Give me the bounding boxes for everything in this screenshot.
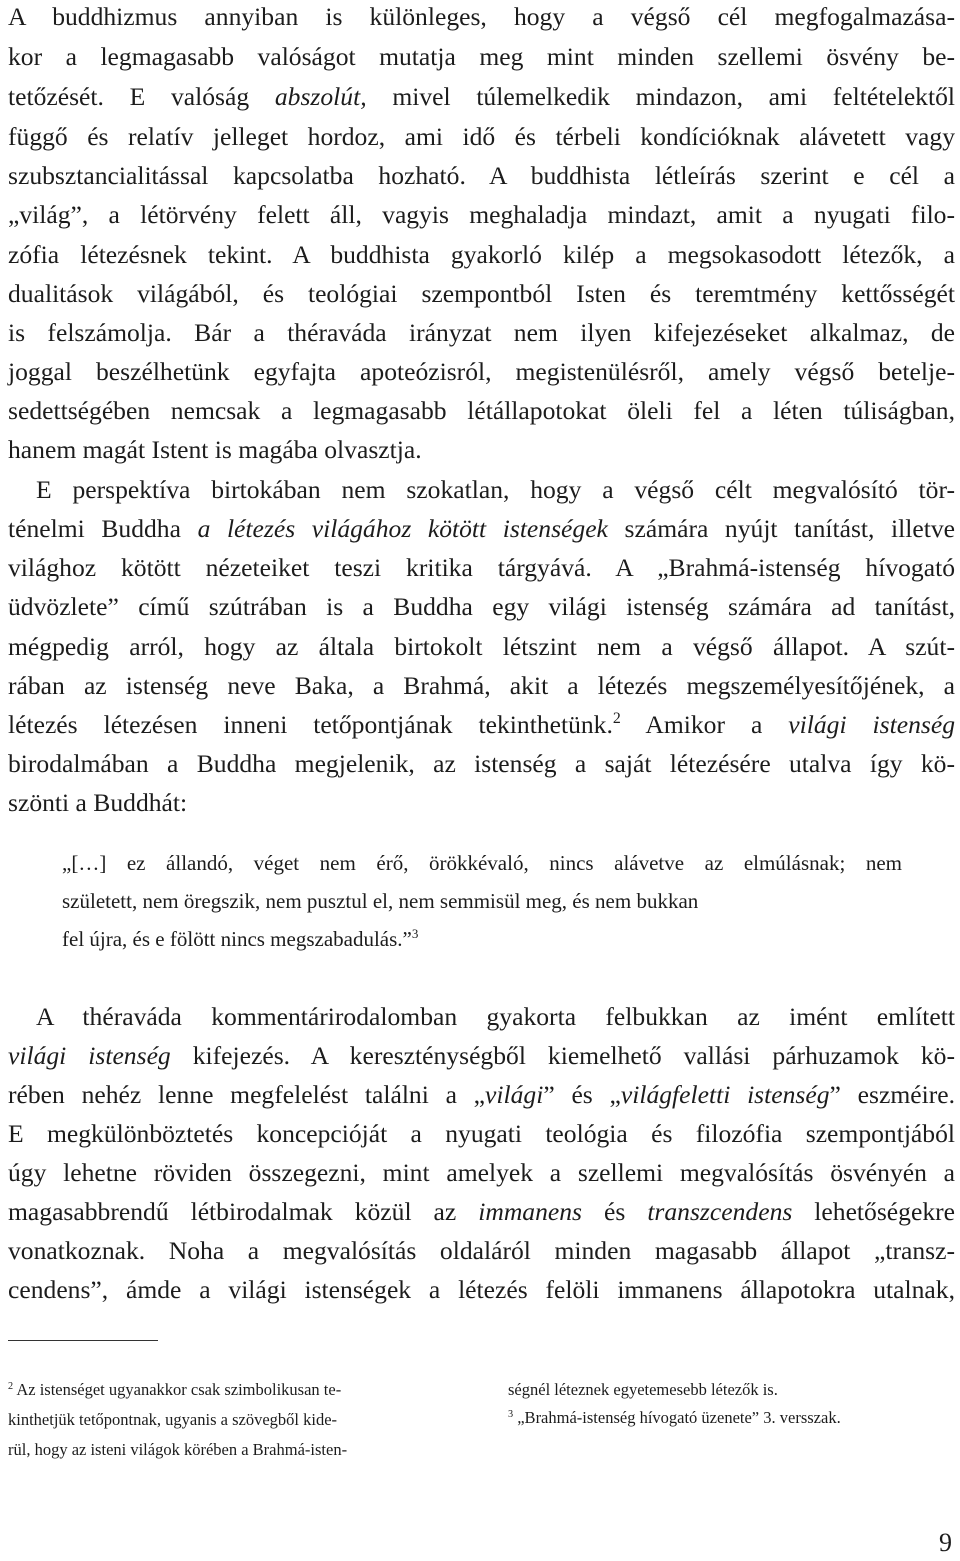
- text-run: fel újra, és e fölött nincs megszabadulás.”: [62, 927, 412, 951]
- body-line: [8, 1199, 955, 1225]
- text-run: Amikor a: [620, 710, 789, 739]
- footnote-text: „Brahmá-istenség hívogató üzenete” 3. versszak.: [513, 1408, 841, 1427]
- text-run: ” és „: [543, 1080, 621, 1109]
- body-line: [8, 516, 955, 542]
- text-run: mivel túlemelkedik mindazon, ami feltételektől: [366, 82, 955, 111]
- quote-line: [62, 925, 902, 951]
- body-line: [8, 712, 955, 738]
- quote-line: született, nem öregszik, nem pusztul el, nem semmisül meg, és nem bukkan: [62, 889, 699, 913]
- footnote-2-line: rül, hogy az isteni világok körében a Brahmá-isten-: [8, 1440, 348, 1459]
- footnote-3: [508, 1410, 841, 1427]
- body-line: úgy lehetne röviden összegezni, mint amelyek a szellemi megvalósítás ösvényén a: [8, 1158, 955, 1187]
- body-line: is felszámolja. Bár a théraváda irányzat nem ilyen kifejezéseket alkalmaz, de: [8, 318, 955, 347]
- footnote-marker: 2: [8, 1380, 14, 1392]
- text-run: és: [582, 1197, 648, 1226]
- emphasis-vilagfeletti-istenseg: világfeletti istenség: [620, 1080, 830, 1109]
- body-line: rában az istenség neve Baka, a Brahmá, akit a létezés megszemélyesítőjének, a: [8, 671, 955, 700]
- footnote-ref-2[interactable]: 2: [612, 710, 621, 728]
- body-line: [8, 84, 955, 110]
- emphasis-vilagi: világi: [485, 1080, 544, 1109]
- footnote-rule: [8, 1340, 158, 1341]
- emphasis-abszolut: abszolút,: [274, 82, 367, 111]
- emphasis-vilagi-istenseg: világi istenség: [8, 1041, 171, 1070]
- page-number: 9: [939, 1528, 952, 1557]
- body-line: [8, 1082, 955, 1108]
- text-run: rében nehéz lenne megfelelést találni a „: [8, 1080, 486, 1109]
- body-line: kor a legmagasabb valóságot mutatja meg mint minden szellemi ösvény be-: [8, 42, 955, 71]
- text-run: ténelmi Buddha: [8, 514, 198, 543]
- body-line: „világ”, a létörvény felett áll, vagyis meghaladja mindazt, amit a nyugati filo-: [8, 200, 955, 229]
- body-line: üdvözlete” című szútrában is a Buddha egy világi istenség számára ad tanítást,: [8, 592, 955, 621]
- emphasis-vilagi-istenseg: világi istenség: [788, 710, 956, 739]
- footnote-ref-3[interactable]: 3: [411, 925, 419, 941]
- body-line: dualitások világából, és teológiai szempontból Isten és teremtmény kettősségét: [8, 279, 955, 308]
- footnote-2-line: kinthetjük tetőpontnak, ugyanis a szövegből kide-: [8, 1410, 338, 1429]
- emphasis-transzcendens: transzcendens: [647, 1197, 793, 1226]
- footnote-2: [8, 1382, 341, 1399]
- text-run: kifejezés. A kereszténységből kiemelhető vallási párhuzamok kö-: [170, 1041, 955, 1070]
- body-line: világhoz kötött nézeteiket teszi kritika tárgyává. A „Brahmá-istenség hívogató: [8, 553, 955, 582]
- emphasis-immanens: immanens: [478, 1197, 583, 1226]
- text-run: ” eszméire.: [829, 1080, 955, 1109]
- body-line: cendens”, ámde a világi istenségek a létezés felöli immanens állapotokra utalnak,: [8, 1275, 955, 1304]
- text-run: számára nyújt tanítást, illetve: [607, 514, 955, 543]
- body-line: birodalmában a Buddha megjelenik, az istenség a saját létezésére utalva így kö-: [8, 749, 955, 778]
- text-run: magasabbrendű létbirodalmak közül az: [8, 1197, 479, 1226]
- emphasis-istensegek: a létezés világához kötött istenségek: [197, 514, 608, 543]
- body-line: E perspektíva birtokában nem szokatlan, hogy a végső célt megvalósító tör-: [36, 475, 955, 504]
- body-line: mégpedig arról, hogy az általa birtokolt létszint nem a végső állapot. A szút-: [8, 632, 955, 661]
- body-line: zófia létezésnek tekint. A buddhista gyakorló kilép a megsokasodott létezők, a: [8, 240, 955, 269]
- quote-line: „[…] ez állandó, véget nem érő, örökkévaló, nincs alávetve az elmúlásnak; nem: [62, 851, 902, 875]
- body-line: függő és relatív jelleget hordoz, ami idő és térbeli kondícióknak alávetett vagy: [8, 122, 955, 151]
- text-run: lehetőségekre: [792, 1197, 955, 1226]
- body-line: A buddhizmus annyiban is különleges, hogy a végső cél megfogalmazása-: [8, 2, 955, 31]
- text-run: tetőzését. E valóság: [8, 82, 275, 111]
- text-run: létezés létezésen inneni tetőpontjának tekinthetünk.: [8, 710, 613, 739]
- footnote-2-line: ségnél léteznek egyetemesebb létezők is.: [508, 1380, 778, 1399]
- body-line: A théraváda kommentárirodalomban gyakorta felbukkan az imént említett: [36, 1002, 955, 1031]
- body-line: hanem magát Istent is magába olvasztja.: [8, 435, 422, 464]
- body-line: vonatkoznak. Noha a megvalósítás oldaláról minden magasabb állapot „transz-: [8, 1236, 955, 1265]
- body-line: szönti a Buddhát:: [8, 788, 188, 817]
- body-line: E megkülönböztetés koncepcióját a nyugati teológia és filozófia szempontjából: [8, 1119, 955, 1148]
- footnote-text: Az istenséget ugyanakkor csak szimbolikusan te-: [13, 1380, 342, 1399]
- body-line: joggal beszélhetünk egyfajta apoteózisról, megistenülésről, amely végső betelje-: [8, 357, 955, 386]
- body-line: sedettségében nemcsak a legmagasabb létállapotokat öleli fel a léten túliságban,: [8, 396, 955, 425]
- footnote-marker: 3: [508, 1408, 514, 1420]
- body-line: szubsztancialitással kapcsolatba hozható. A buddhista létleírás szerint e cél a: [8, 161, 955, 190]
- body-line: [8, 1043, 955, 1069]
